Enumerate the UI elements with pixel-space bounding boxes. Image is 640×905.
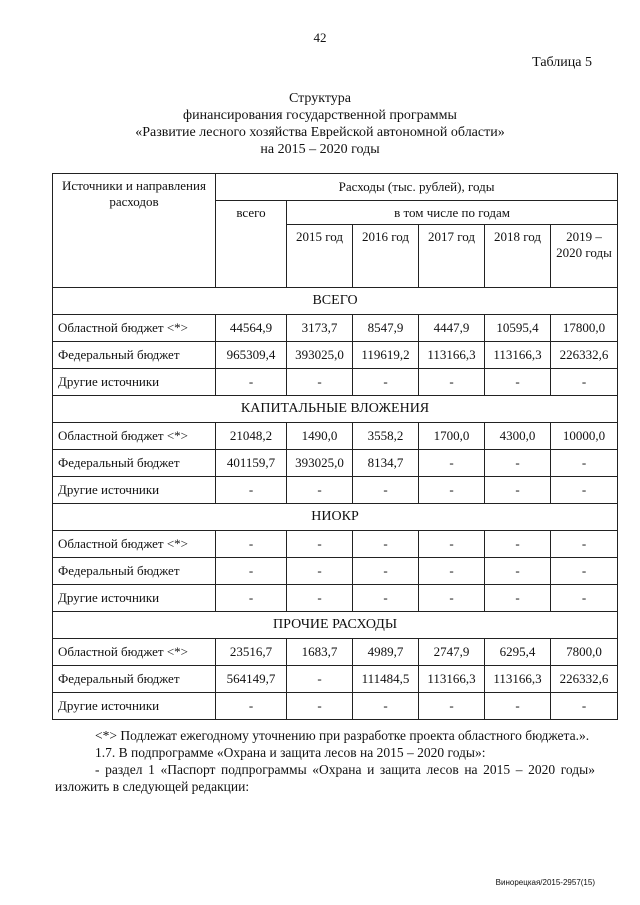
total-column-header: всего [216,201,287,288]
year-column-header: 2016 год [353,225,419,288]
value-cell: - [485,477,551,504]
value-cell: 1700,0 [419,423,485,450]
value-cell: 564149,7 [216,666,287,693]
value-cell: - [551,693,618,720]
value-cell: 21048,2 [216,423,287,450]
table-row [53,342,618,369]
value-cell: - [353,477,419,504]
expenses-column-header: Расходы (тыс. рублей), годы [216,174,618,201]
value-cell: 3173,7 [287,315,353,342]
table-row [53,666,618,693]
section-row [53,612,618,639]
value-cell: - [353,369,419,396]
value-cell: 1490,0 [287,423,353,450]
value-cell: - [551,477,618,504]
source-cell: Федеральный бюджет [53,666,216,693]
value-cell: - [353,585,419,612]
title-line: финансирования государственной программы [183,108,457,123]
year-column-header: 2017 год [419,225,485,288]
value-cell: - [287,585,353,612]
value-cell: - [551,585,618,612]
value-cell: - [485,693,551,720]
value-cell: - [287,369,353,396]
source-cell: Федеральный бюджет [53,450,216,477]
source-cell: Областной бюджет <*> [53,423,216,450]
year-column-header: 2018 год [485,225,551,288]
value-cell: - [485,369,551,396]
section-row [53,504,618,531]
value-cell: - [419,585,485,612]
table-row [53,369,618,396]
value-cell: 393025,0 [287,342,353,369]
value-cell: 226332,6 [551,342,618,369]
source-cell: Областной бюджет <*> [53,315,216,342]
value-cell: - [551,531,618,558]
value-cell: 17800,0 [551,315,618,342]
table-label: Таблица 5 [532,55,592,70]
table-row [53,315,618,342]
footnote-text: <*> Подлежат ежегодному уточнению при разработке проекта областного бюджета.». [95,728,590,743]
value-cell: 4300,0 [485,423,551,450]
value-cell: - [485,558,551,585]
table-row [53,639,618,666]
value-cell: 7800,0 [551,639,618,666]
source-cell: Федеральный бюджет [53,558,216,585]
value-cell: - [216,558,287,585]
value-cell: - [216,531,287,558]
value-cell: - [419,531,485,558]
value-cell: - [287,693,353,720]
source-cell: Областной бюджет <*> [53,531,216,558]
value-cell: - [419,477,485,504]
title-line: на 2015 – 2020 годы [260,142,380,157]
value-cell: 4989,7 [353,639,419,666]
value-cell: - [216,477,287,504]
document-stamp: Винорецкая/2015-2957(15) [495,878,595,887]
value-cell: - [419,450,485,477]
value-cell: - [287,666,353,693]
value-cell: - [287,558,353,585]
value-cell: - [216,693,287,720]
table-row [53,558,618,585]
value-cell: 6295,4 [485,639,551,666]
value-cell: - [353,558,419,585]
value-cell: 8547,9 [353,315,419,342]
value-cell: - [216,585,287,612]
section-row [53,396,618,423]
value-cell: - [551,450,618,477]
value-cell: 401159,7 [216,450,287,477]
value-cell: - [485,585,551,612]
page-number: 42 [313,30,327,45]
value-cell: - [419,369,485,396]
value-cell: 4447,9 [419,315,485,342]
table-row [53,423,618,450]
value-cell: 8134,7 [353,450,419,477]
source-cell: Другие источники [53,585,216,612]
source-cell: Другие источники [53,369,216,396]
source-cell: Областной бюджет <*> [53,639,216,666]
value-cell: 2747,9 [419,639,485,666]
source-cell: Другие источники [53,477,216,504]
table-row [53,585,618,612]
value-cell: 113166,3 [485,342,551,369]
financing-table [52,173,618,720]
document-title [0,90,640,158]
value-cell: 393025,0 [287,450,353,477]
value-cell: 3558,2 [353,423,419,450]
table-row [53,450,618,477]
table-row [53,693,618,720]
title-line: Структура [288,91,352,106]
value-cell: 965309,4 [216,342,287,369]
section-row [53,288,618,315]
section-title: НИОКР [53,504,618,531]
source-cell: Другие источники [53,693,216,720]
value-cell: - [419,558,485,585]
by-year-column-header: в том числе по годам [287,201,618,225]
table-row [53,477,618,504]
sources-column-header: Источники и направления расходов [53,174,216,288]
value-cell: - [551,558,618,585]
value-cell: 113166,3 [419,342,485,369]
value-cell: 10000,0 [551,423,618,450]
section-title: ПРОЧИЕ РАСХОДЫ [53,612,618,639]
value-cell: - [485,531,551,558]
value-cell: 44564,9 [216,315,287,342]
value-cell: - [287,477,353,504]
source-cell: Федеральный бюджет [53,342,216,369]
paragraph-text: - раздел 1 «Паспорт подпрограммы «Охрана и защита лесов на 2015 – 2020 годы» изложить в следующей редакции: [55,762,595,794]
section-title: КАПИТАЛЬНЫЕ ВЛОЖЕНИЯ [53,396,618,423]
paragraph-text: 1.7. В подпрограмме «Охрана и защита лесов на 2015 – 2020 годы»: [95,745,486,760]
table-row [53,531,618,558]
value-cell: 111484,5 [353,666,419,693]
section-title: ВСЕГО [53,288,618,315]
value-cell: - [287,531,353,558]
value-cell: - [353,693,419,720]
year-column-header: 2015 год [287,225,353,288]
value-cell: 226332,6 [551,666,618,693]
year-column-header: 2019 – 2020 годы [551,225,618,288]
value-cell: - [353,531,419,558]
value-cell: 23516,7 [216,639,287,666]
value-cell: - [551,369,618,396]
footnote-block [55,727,595,795]
value-cell: 113166,3 [419,666,485,693]
value-cell: - [485,450,551,477]
value-cell: - [216,369,287,396]
value-cell: 10595,4 [485,315,551,342]
value-cell: 119619,2 [353,342,419,369]
value-cell: 1683,7 [287,639,353,666]
value-cell: - [419,693,485,720]
title-line: «Развитие лесного хозяйства Еврейской автономной области» [135,125,505,140]
value-cell: 113166,3 [485,666,551,693]
